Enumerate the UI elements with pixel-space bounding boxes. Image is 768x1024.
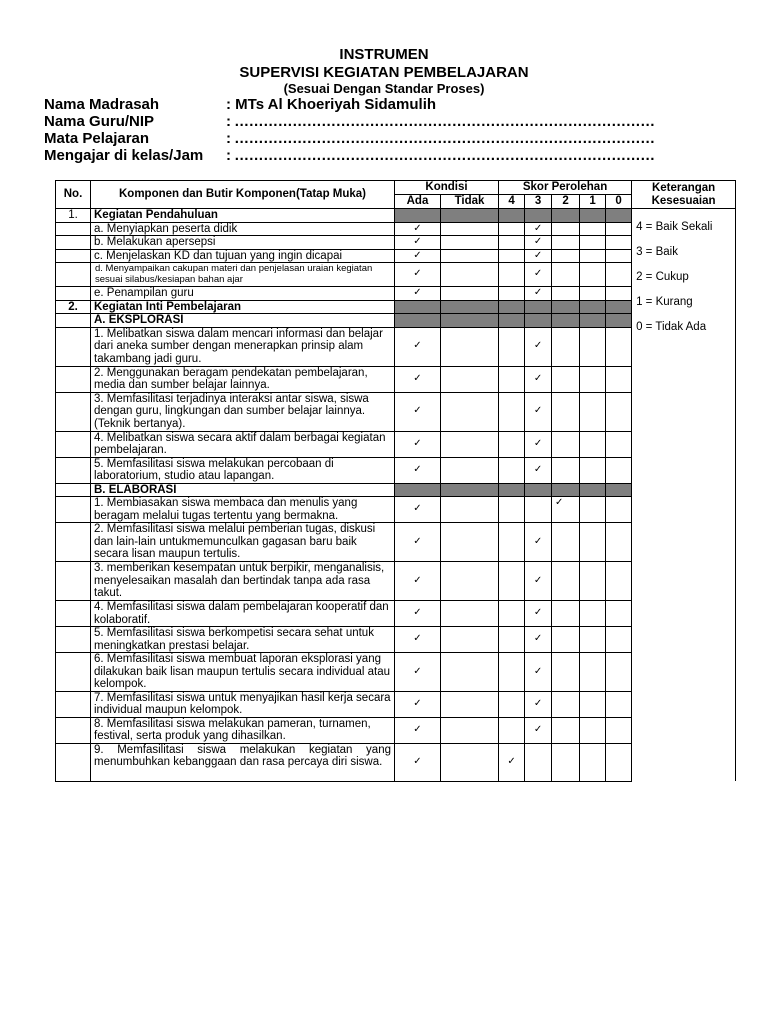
- doc-title: INSTRUMEN: [339, 46, 429, 63]
- field-nama-guru: [44, 113, 734, 131]
- field-value: : ……………………………………………………………………………: [226, 113, 655, 130]
- check-mark: ✓: [395, 743, 441, 781]
- check-mark: ✓: [395, 457, 441, 483]
- check-mark: ✓: [395, 717, 441, 743]
- item-text: 2. Memfasilitasi siswa melalui pemberian tugas, diskusi dan lain-lain untukmemunculkan gagasan baru baik secara lisan maupun tertulis.: [91, 523, 395, 562]
- header-ada: Ada: [395, 195, 441, 209]
- check-mark: ✓: [525, 523, 552, 562]
- field-value: : ……………………………………………………………………………: [226, 147, 655, 164]
- check-mark: ✓: [525, 431, 552, 457]
- check-mark: ✓: [395, 523, 441, 562]
- field-value: : ……………………………………………………………………………: [226, 130, 655, 147]
- check-mark: ✓: [395, 287, 441, 301]
- check-mark: ✓: [395, 366, 441, 392]
- check-mark: ✓: [395, 497, 441, 523]
- check-mark: ✓: [525, 562, 552, 601]
- doc-subtitle: SUPERVISI KEGIATAN PEMBELAJARAN: [239, 64, 529, 81]
- item-text: 4. Memfasilitasi siswa dalam pembelajaran kooperatif dan kolaboratif.: [91, 601, 395, 627]
- item-text: e. Penampilan guru: [91, 287, 395, 301]
- check-mark: ✓: [395, 601, 441, 627]
- check-mark: ✓: [525, 691, 552, 717]
- header-skor-1: 1: [580, 195, 606, 209]
- item-text: 5. Memfasilitasi siswa melakukan percobaan di laboratorium, studio atau lapangan.: [91, 457, 395, 483]
- check-mark: ✓: [395, 653, 441, 692]
- check-mark: ✓: [525, 366, 552, 392]
- keterangan-legend: [632, 209, 736, 782]
- header-no: No.: [56, 181, 91, 209]
- item-text: 2. Menggunakan beragam pendekatan pembelajaran, media dan sumber belajar lainnya.: [91, 366, 395, 392]
- subsection-title: A. EKSPLORASI: [91, 314, 395, 328]
- check-mark: ✓: [395, 431, 441, 457]
- item-text: 4. Melibatkan siswa secara aktif dalam berbagai kegiatan pembelajaran.: [91, 431, 395, 457]
- item-text: 5. Memfasilitasi siswa berkompetisi secara sehat untuk meningkatkan prestasi belajar.: [91, 627, 395, 653]
- supervision-table: [55, 180, 736, 782]
- field-label: Nama Madrasah: [44, 96, 160, 113]
- header-skor-3: 3: [525, 195, 552, 209]
- subsection-title: B. ELABORASI: [91, 483, 395, 497]
- doc-note: (Sesuai Dengan Standar Proses): [283, 81, 485, 96]
- header-skor-0: 0: [606, 195, 632, 209]
- check-mark: ✓: [552, 497, 580, 523]
- check-mark: ✓: [395, 263, 441, 287]
- check-mark: ✓: [525, 627, 552, 653]
- field-kelas-jam: [44, 147, 734, 165]
- item-text: 1. Melibatkan siswa dalam mencari informasi dan belajar dari aneka sumber dengan menerapkan prinsip alam takambang jadi guru.: [91, 327, 395, 366]
- check-mark: ✓: [525, 327, 552, 366]
- check-mark: ✓: [395, 327, 441, 366]
- field-value: : MTs Al Khoeriyah Sidamulih: [226, 96, 437, 113]
- item-text: c. Menjelaskan KD dan tujuan yang ingin dicapai: [91, 249, 395, 263]
- item-text: 8. Memfasilitasi siswa melakukan pameran, turnamen, festival, serta produk yang dihasilkan.: [91, 717, 395, 743]
- item-text: 6. Memfasilitasi siswa membuat laporan eksplorasi yang dilakukan baik lisan maupun tertulis secara individual atau kelompok.: [91, 653, 395, 692]
- header-tidak: Tidak: [441, 195, 499, 209]
- header-keterangan: Keterangan Kesesuaian: [632, 181, 736, 209]
- section-title: Kegiatan Inti Pembelajaran: [91, 300, 395, 314]
- field-label: Nama Guru/NIP: [44, 113, 155, 130]
- check-mark: ✓: [525, 653, 552, 692]
- check-mark: ✓: [395, 249, 441, 263]
- legend-item: 4 = Baik Sekali: [636, 221, 713, 233]
- header-komponen: Komponen dan Butir Komponen(Tatap Muka): [91, 181, 395, 209]
- item-text: b. Melakukan apersepsi: [91, 236, 395, 250]
- section-title: Kegiatan Pendahuluan: [91, 209, 395, 223]
- legend-item: 2 = Cukup: [636, 271, 689, 283]
- check-mark: ✓: [395, 691, 441, 717]
- table-row: [56, 209, 736, 223]
- check-mark: ✓: [395, 392, 441, 431]
- field-mata-pelajaran: [44, 130, 734, 148]
- item-text: 3. Memfasilitasi terjadinya interaksi antar siswa, siswa dengan guru, lingkungan dan sumber belajar lainnya. (Teknik bertanya).: [91, 392, 395, 431]
- check-mark: ✓: [395, 627, 441, 653]
- legend-item: 0 = Tidak Ada: [636, 321, 707, 333]
- check-mark: ✓: [525, 236, 552, 250]
- field-nama-madrasah: [44, 96, 734, 114]
- check-mark: ✓: [525, 287, 552, 301]
- item-text: 9. Memfasilitasi siswa melakukan kegiatan yang menumbuhkan kebanggaan dan rasa percaya diri siswa.: [91, 743, 395, 781]
- row-number: 1.: [56, 209, 91, 223]
- check-mark: ✓: [525, 249, 552, 263]
- item-text: d. Menyampaikan cakupan materi dan penjelasan uraian kegiatan sesuai silabus/kesiapan bahan ajar: [91, 263, 395, 287]
- check-mark: ✓: [499, 743, 525, 781]
- item-text: a. Menyiapkan peserta didik: [91, 222, 395, 236]
- check-mark: ✓: [525, 457, 552, 483]
- check-mark: ✓: [525, 392, 552, 431]
- check-mark: ✓: [525, 222, 552, 236]
- header-kondisi: Kondisi: [395, 181, 499, 195]
- field-label: Mengajar di kelas/Jam: [44, 147, 204, 164]
- header-skor: Skor Perolehan: [499, 181, 632, 195]
- item-text: 7. Memfasilitasi siswa untuk menyajikan hasil kerja secara individual maupun kelompok.: [91, 691, 395, 717]
- header-skor-4: 4: [499, 195, 525, 209]
- check-mark: ✓: [525, 717, 552, 743]
- item-text: 3. memberikan kesempatan untuk berpikir, menganalisis, menyelesaikan masalah dan bertindak tanpa ada rasa takut.: [91, 562, 395, 601]
- check-mark: ✓: [395, 222, 441, 236]
- item-text: 1. Membiasakan siswa membaca dan menulis yang beragam melalui tugas tertentu yang bermakna.: [91, 497, 395, 523]
- check-mark: ✓: [395, 236, 441, 250]
- field-label: Mata Pelajaran: [44, 130, 150, 147]
- legend-item: 3 = Baik: [636, 246, 678, 258]
- check-mark: ✓: [525, 601, 552, 627]
- check-mark: ✓: [395, 562, 441, 601]
- header-skor-2: 2: [552, 195, 580, 209]
- check-mark: ✓: [525, 263, 552, 287]
- legend-item: 1 = Kurang: [636, 296, 693, 308]
- row-number: 2.: [56, 300, 91, 314]
